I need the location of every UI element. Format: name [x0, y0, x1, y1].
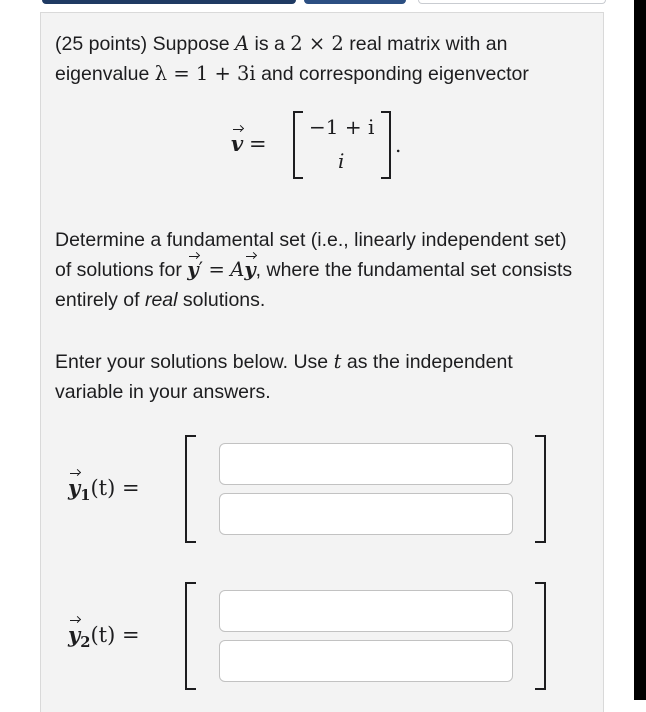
right-bracket — [535, 435, 546, 543]
vector-y: y — [244, 258, 256, 281]
text: Enter your solutions below. Use — [55, 351, 329, 373]
text: Determine a fundamental set (i.e., linearly independent set) of solutions for — [55, 229, 567, 281]
instruction-paragraph — [55, 225, 585, 315]
problem-statement — [55, 29, 585, 89]
function-arg: (t) = — [90, 623, 140, 647]
prime: ′ — [198, 258, 204, 281]
eigenvalue: λ = 1 + 3i — [154, 62, 256, 85]
vector-v: v — [231, 131, 244, 156]
solution-label — [68, 475, 140, 504]
text: as the independent variable in your answers. — [55, 351, 513, 403]
left-bracket — [185, 435, 196, 543]
right-bracket — [535, 582, 546, 690]
subscript: 2 — [80, 634, 91, 652]
text: is a — [254, 33, 285, 55]
text: Suppose — [152, 33, 230, 55]
y1-top-input[interactable] — [219, 443, 513, 485]
vector-entry-top: −1 + i — [309, 115, 375, 139]
vector-y: y — [68, 475, 81, 500]
left-bracket — [293, 111, 303, 179]
question-card — [40, 12, 604, 712]
left-bracket — [185, 582, 196, 690]
eigenvector-equation — [231, 111, 451, 181]
text: eigenvalue — [55, 63, 150, 85]
vector-entry-bottom: i — [338, 149, 345, 173]
solution-y1 — [41, 431, 601, 541]
window-edge — [634, 0, 646, 700]
text: and corresponding eigenvector — [261, 63, 529, 85]
equals-sign: = — [208, 258, 225, 281]
function-arg: (t) = — [90, 476, 140, 500]
points-label: (25 points) — [55, 33, 148, 55]
nav-tab-dark[interactable] — [42, 0, 296, 4]
matrix-symbol: A — [230, 258, 245, 281]
real-emphasis: real — [144, 289, 178, 311]
text: real matrix with an — [349, 33, 508, 55]
solution-y2 — [41, 578, 601, 688]
y2-top-input[interactable] — [219, 590, 513, 632]
right-bracket — [381, 111, 391, 179]
subscript: 1 — [80, 487, 91, 505]
entry-instructions — [55, 347, 585, 407]
nav-tab-light[interactable] — [418, 0, 606, 4]
y1-bottom-input[interactable] — [219, 493, 513, 535]
variable-t: t — [333, 350, 342, 373]
vector-y: y — [68, 622, 81, 647]
solution-label — [68, 622, 140, 651]
period: . — [395, 133, 402, 157]
y2-bottom-input[interactable] — [219, 640, 513, 682]
matrix-symbol: A — [234, 32, 250, 55]
matrix-dims: 2 × 2 — [290, 32, 344, 55]
equals-sign: = — [249, 132, 267, 156]
text: , where the fundamental set consists entirely of — [55, 259, 573, 311]
nav-tab-medium[interactable] — [304, 0, 406, 4]
vector-y: y — [187, 258, 199, 281]
text: solutions. — [182, 289, 266, 311]
